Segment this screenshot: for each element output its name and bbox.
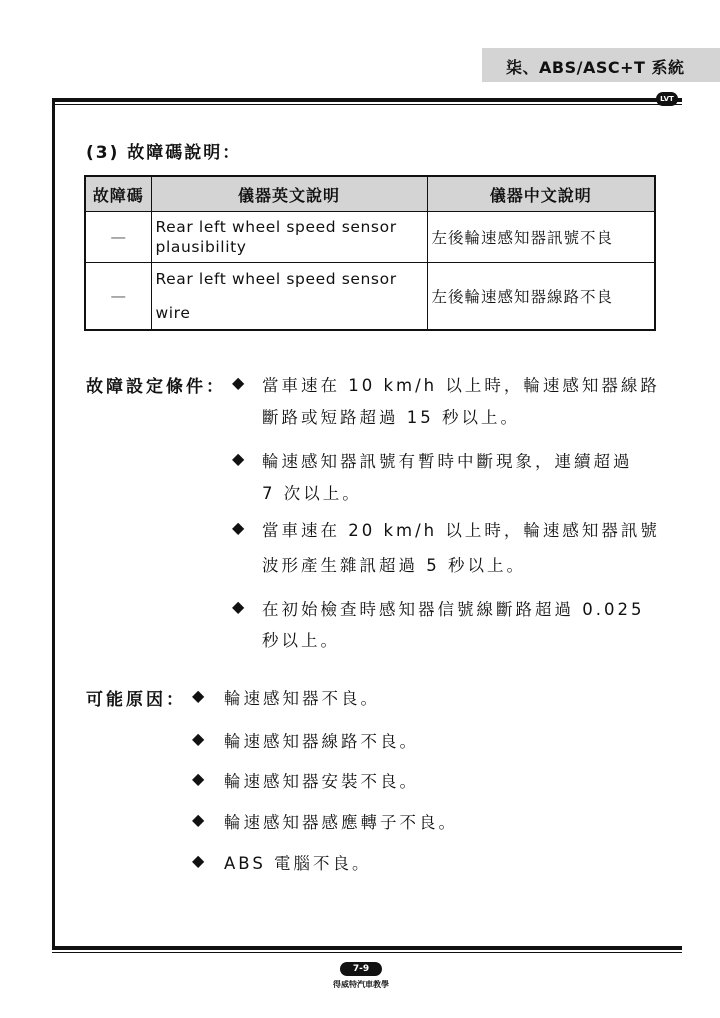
bottom-rule <box>52 946 682 950</box>
diamond-bullet-icon: ◆ <box>232 518 245 537</box>
section-heading: (3) 故障碼說明： <box>86 143 242 163</box>
diamond-bullet-icon: ◆ <box>192 769 205 788</box>
cell-code: — <box>85 212 151 263</box>
top-rule <box>52 98 682 102</box>
condition-3-line-2: 波形產生雜訊超過 5 秒以上。 <box>262 556 526 575</box>
header-code: 故障碼 <box>85 176 151 212</box>
cell-code: — <box>85 263 151 331</box>
condition-1-line-2: 斷路或短路超過 15 秒以上。 <box>262 408 520 427</box>
condition-2-line-1: 輪速感知器訊號有暫時中斷現象，連續超過 <box>262 452 633 471</box>
diamond-bullet-icon: ◆ <box>232 597 245 616</box>
english-line-2: wire <box>155 304 191 322</box>
conditions-label: 故障設定條件： <box>86 377 226 397</box>
condition-4-line-1: 在初始檢查時感知器信號線斷路超過 0.025 <box>262 600 645 619</box>
english-line-2: plausibility <box>155 238 247 256</box>
page-number: 7-9 <box>340 962 382 976</box>
brand-logo-icon: LVT <box>656 92 678 106</box>
cause-item: 輪速感知器線路不良。 <box>224 732 419 751</box>
cell-chinese: 左後輪速感知器訊號不良 <box>427 212 655 263</box>
diamond-bullet-icon: ◆ <box>232 449 245 468</box>
left-frame-line <box>52 100 55 950</box>
table-header-row <box>85 176 655 212</box>
cause-item: 輪速感知器不良。 <box>224 689 380 708</box>
cell-english <box>151 212 427 263</box>
condition-4-line-2: 秒以上。 <box>262 631 340 650</box>
cause-item: 輪速感知器安裝不良。 <box>224 772 419 791</box>
cause-item: ABS 電腦不良。 <box>224 854 372 873</box>
condition-3-line-1: 當車速在 20 km/h 以上時，輪速感知器訊號 <box>262 521 660 540</box>
chapter-title: 柒、ABS/ASC+T 系統 <box>506 58 685 77</box>
english-line-1: Rear left wheel speed sensor <box>155 270 397 288</box>
cell-english <box>151 263 427 331</box>
diamond-bullet-icon: ◆ <box>232 373 245 392</box>
condition-1-line-1: 當車速在 10 km/h 以上時，輪速感知器線路 <box>262 376 660 395</box>
publisher-name: 得威特汽車教學 <box>333 980 389 989</box>
bottom-rule-thin <box>52 952 682 953</box>
cell-chinese: 左後輪速感知器線路不良 <box>427 263 655 331</box>
diamond-bullet-icon: ◆ <box>192 851 205 870</box>
causes-label: 可能原因： <box>86 690 186 710</box>
header-english: 儀器英文說明 <box>151 176 427 212</box>
fault-code-table <box>84 175 656 331</box>
cause-item: 輪速感知器感應轉子不良。 <box>224 813 458 832</box>
diamond-bullet-icon: ◆ <box>192 729 205 748</box>
diamond-bullet-icon: ◆ <box>192 810 205 829</box>
top-rule-thin <box>52 104 682 105</box>
condition-2-line-2: 7 次以上。 <box>262 484 362 503</box>
diamond-bullet-icon: ◆ <box>192 686 205 705</box>
table-row <box>85 263 655 331</box>
header-chinese: 儀器中文說明 <box>427 176 655 212</box>
english-line-1: Rear left wheel speed sensor <box>155 218 397 236</box>
table-row <box>85 212 655 263</box>
